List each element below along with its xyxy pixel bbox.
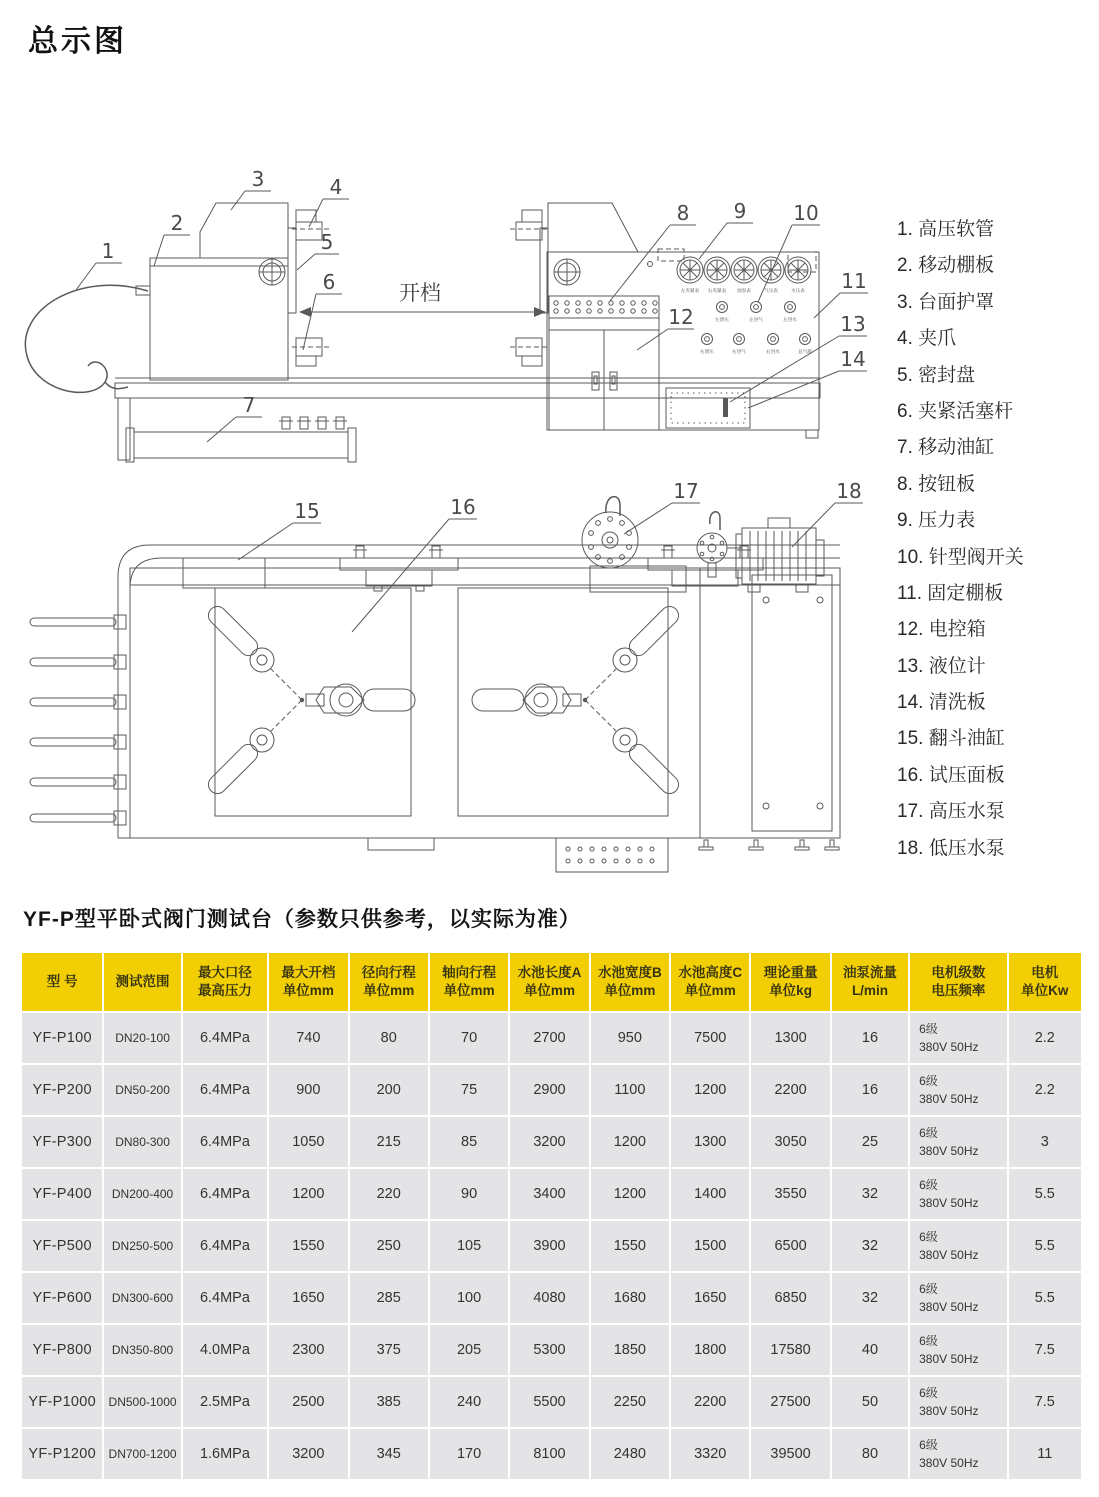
cell: YF-P600 [22,1273,102,1323]
legend-item: 8. 按钮板 [897,473,976,495]
cell: 1200 [269,1169,347,1219]
clamp-piston-rod-right [510,338,548,366]
cell: 205 [430,1325,508,1375]
cell: 6.4MPa [183,1013,267,1063]
cell: 220 [350,1169,428,1219]
table-row [22,1429,1081,1479]
cell: 39500 [751,1429,829,1479]
callout-2: 2 [170,211,184,235]
cell: DN50-200 [104,1065,180,1115]
cell: DN20-100 [104,1013,180,1063]
cell: 1550 [269,1221,347,1271]
knob-label: 总气源 [798,350,812,355]
callout-3: 3 [251,167,265,191]
col-radial: 径向行程 单位mm [350,953,428,1011]
legend-item: 1. 高压软管 [897,219,995,240]
cell: 1050 [269,1117,347,1167]
gauge-label: 油泵表 [737,289,751,294]
cell: 4080 [510,1273,588,1323]
cell: 6.4MPa [183,1221,267,1271]
drain-plate [556,838,668,872]
cell: 3 [1009,1117,1081,1167]
plan-view [30,479,863,872]
spec-table-title: YF-P型平卧式阀门测试台（参数只供参考，以实际为准） [23,908,581,931]
parts-legend [897,212,1097,867]
header-row [22,953,1081,1011]
callouts-plan [238,479,863,632]
cell: 2900 [510,1065,588,1115]
cell: 1200 [591,1117,669,1167]
cell: 32 [832,1221,908,1271]
cell: 105 [430,1221,508,1271]
button-board [549,296,659,330]
cleaning-plate [666,388,750,428]
cell: 1650 [671,1273,749,1323]
moving-cylinder [126,417,356,462]
cell-motor: 6级 380V 50Hz [910,1065,1006,1115]
col-opening: 最大开档 单位mm [269,953,347,1011]
cell: 80 [350,1013,428,1063]
gauge-label: 左夹紧表 [680,289,700,294]
cell: YF-P200 [22,1065,102,1115]
cell-motor: 6级 380V 50Hz [910,1117,1006,1167]
cell: 32 [832,1169,908,1219]
knob-label: 右进水 [766,350,780,355]
cell: 25 [832,1117,908,1167]
cell: 740 [269,1013,347,1063]
cell: 1800 [671,1325,749,1375]
cell: 345 [350,1429,428,1479]
callout-5: 5 [320,230,334,254]
legend-item: 18. 低压水泵 [897,837,1005,859]
callout-9: 9 [733,199,747,223]
tip-cylinder [183,558,265,588]
col-model: 型 号 [22,953,102,1011]
knob-label: 右进气 [732,350,746,355]
cell: YF-P800 [22,1325,102,1375]
cell: DN700-1200 [104,1429,180,1479]
cell: 2200 [751,1065,829,1115]
table-row [22,1325,1081,1375]
lp-pump-motor [697,512,824,592]
cell: DN500-1000 [104,1377,180,1427]
cell: 100 [430,1273,508,1323]
cell: 1.6MPa [183,1429,267,1479]
cell: 6.4MPa [183,1117,267,1167]
col-pressure: 最大口径 最高压力 [183,953,267,1011]
callout-8: 8 [676,201,690,225]
cell: 7.5 [1009,1325,1081,1375]
cell: 1500 [671,1221,749,1271]
cell: 3200 [510,1117,588,1167]
cabinet-doors [549,330,659,430]
cell: 170 [430,1429,508,1479]
legend-item: 7. 移动油缸 [897,437,995,459]
cell: 3320 [671,1429,749,1479]
legend-item: 5. 密封盘 [897,364,976,386]
col-axial: 轴向行程 单位mm [430,953,508,1011]
callout-18: 18 [836,479,862,503]
callouts-side [76,167,868,442]
spec-table [20,951,1083,1481]
legend-item: 4. 夹爪 [897,328,957,350]
cell: 7500 [671,1013,749,1063]
pressure-gauges [677,257,811,294]
cell: 4.0MPa [183,1325,267,1375]
table-row [22,1169,1081,1219]
cell: 1400 [671,1169,749,1219]
legend-item: 10. 针型阀开关 [897,546,1024,568]
cell: 16 [832,1065,908,1115]
cell: 5.5 [1009,1221,1081,1271]
cell: YF-P1000 [22,1377,102,1427]
valve-cluster-1 [203,601,415,800]
cell: DN250-500 [104,1221,180,1271]
side-view [25,167,868,462]
cell: 900 [269,1065,347,1115]
cell: 80 [832,1429,908,1479]
callout-17: 17 [673,479,699,503]
test-panel-1 [215,588,411,816]
callout-7: 7 [242,393,256,417]
cell: YF-P500 [22,1221,102,1271]
table-row [22,1117,1081,1167]
cell: 3900 [510,1221,588,1271]
valve-cluster-2 [472,601,684,800]
legend-item: 11. 固定棚板 [897,582,1004,604]
clamp-piston-rod-left [292,338,330,366]
knob-label: 左泄压 [715,318,729,323]
cell: 2.2 [1009,1013,1081,1063]
cell: 16 [832,1013,908,1063]
cell: 240 [430,1377,508,1427]
gauge-label: 气压表 [764,289,778,294]
cell-motor: 6级 380V 50Hz [910,1429,1006,1479]
level-gauge [723,398,728,417]
cell: 250 [350,1221,428,1271]
callout-10: 10 [793,201,819,225]
cell: 7.5 [1009,1377,1081,1427]
cell: 2500 [269,1377,347,1427]
callout-11: 11 [841,269,867,293]
cell: 375 [350,1325,428,1375]
jaw-upper-right [510,210,548,240]
cell-motor: 6级 380V 50Hz [910,1377,1006,1427]
cell: 5500 [510,1377,588,1427]
table-row [22,1013,1081,1063]
gauge-label: 水压表 [791,289,805,294]
col-pool-a: 水池长度A 单位mm [510,953,588,1011]
callout-12: 12 [668,305,694,329]
knob-label: 左进水 [783,318,797,323]
table-row [22,1065,1081,1115]
col-pool-b: 水池宽度B 单位mm [591,953,669,1011]
cell: 1300 [751,1013,829,1063]
cell: 5.5 [1009,1169,1081,1219]
cell: YF-P1200 [22,1429,102,1479]
cell: 8100 [510,1429,588,1479]
cell: 1550 [591,1221,669,1271]
seal-disc [288,228,296,313]
cell: 285 [350,1273,428,1323]
callout-13: 13 [840,312,866,336]
callout-1: 1 [101,239,115,263]
cell: 11 [1009,1429,1081,1479]
table-row [22,1377,1081,1427]
knob-label: 右泄压 [700,350,714,355]
cell: 3400 [510,1169,588,1219]
control-cabinet [547,249,819,438]
cell: YF-P100 [22,1013,102,1063]
cell: 5.5 [1009,1273,1081,1323]
col-motor-spec: 电机级数 电压频率 [910,953,1006,1011]
moving-carriage [150,258,288,380]
cell-motor: 6级 380V 50Hz [910,1221,1006,1271]
callout-16: 16 [450,495,476,519]
cell: 2700 [510,1013,588,1063]
page-title: 总示图 [28,25,127,58]
cell: 90 [430,1169,508,1219]
hp-pump [582,497,686,592]
cell: 2.5MPa [183,1377,267,1427]
cell: 200 [350,1065,428,1115]
legend-item: 13. 液位计 [897,655,986,677]
legend-item: 9. 压力表 [897,510,976,532]
cell: 1200 [591,1169,669,1219]
col-range: 测试范围 [104,953,180,1011]
cell: 6850 [751,1273,829,1323]
cell: 17580 [751,1325,829,1375]
cell: 950 [591,1013,669,1063]
high-pressure-hose [25,285,150,392]
cell: DN80-300 [104,1117,180,1167]
table-row [22,1221,1081,1271]
cell: DN300-600 [104,1273,180,1323]
cell: 3200 [269,1429,347,1479]
cell-motor: 6级 380V 50Hz [910,1273,1006,1323]
legend-item: 17. 高压水泵 [897,801,1005,823]
legend-item: 6. 夹紧活塞杆 [897,400,1014,422]
callout-14: 14 [840,347,866,371]
cell: 6500 [751,1221,829,1271]
cell: 85 [430,1117,508,1167]
cell: 1100 [591,1065,669,1115]
cell: 385 [350,1377,428,1427]
cell: 1650 [269,1273,347,1323]
cell: YF-P400 [22,1169,102,1219]
cell: YF-P300 [22,1117,102,1167]
cell: 2300 [269,1325,347,1375]
legend-item: 15. 翻斗油缸 [897,728,1005,750]
legend-item: 16. 试压面板 [897,764,1005,786]
cell: DN200-400 [104,1169,180,1219]
cell: 40 [832,1325,908,1375]
cell-motor: 6级 380V 50Hz [910,1325,1006,1375]
legend-item: 14. 清洗板 [897,692,986,714]
cell-motor: 6级 380V 50Hz [910,1013,1006,1063]
cell: 6.4MPa [183,1273,267,1323]
opening-dimension [300,281,545,312]
legend-item: 12. 电控箱 [897,619,986,641]
cell: 3050 [751,1117,829,1167]
right-cover [548,203,638,252]
cell-motor: 6级 380V 50Hz [910,1169,1006,1219]
cell: 50 [832,1377,908,1427]
cell: 1300 [671,1117,749,1167]
callout-15: 15 [294,499,320,523]
cell: 6.4MPa [183,1169,267,1219]
cell: 27500 [751,1377,829,1427]
cell: 32 [832,1273,908,1323]
callout-4: 4 [329,175,343,199]
table-cover [200,203,288,258]
legend-item: 2. 移动棚板 [897,255,995,277]
left-rods [30,615,126,825]
cell: 1680 [591,1273,669,1323]
cell: 3550 [751,1169,829,1219]
knob-label: 左进气 [749,318,763,323]
cell: 2200 [671,1377,749,1427]
cell: 70 [430,1013,508,1063]
cell: 1200 [671,1065,749,1115]
needle-valves [700,302,812,356]
table-row [22,1273,1081,1323]
cell: DN350-800 [104,1325,180,1375]
cell: 2.2 [1009,1065,1081,1115]
cell: 215 [350,1117,428,1167]
cell: 6.4MPa [183,1065,267,1115]
col-pool-c: 水池高度C 单位mm [671,953,749,1011]
cell: 2250 [591,1377,669,1427]
col-weight: 理论重量 单位kg [751,953,829,1011]
cell: 1850 [591,1325,669,1375]
legend-item: 3. 台面护罩 [897,291,995,313]
cell: 2480 [591,1429,669,1479]
callout-6: 6 [322,270,336,294]
dimension-label: 开档 [399,281,441,305]
cell: 75 [430,1065,508,1115]
col-flow: 油泵流量 L/min [832,953,908,1011]
gauge-label: 右夹紧表 [707,289,727,294]
col-power: 电机 单位Kw [1009,953,1081,1011]
cell: 5300 [510,1325,588,1375]
